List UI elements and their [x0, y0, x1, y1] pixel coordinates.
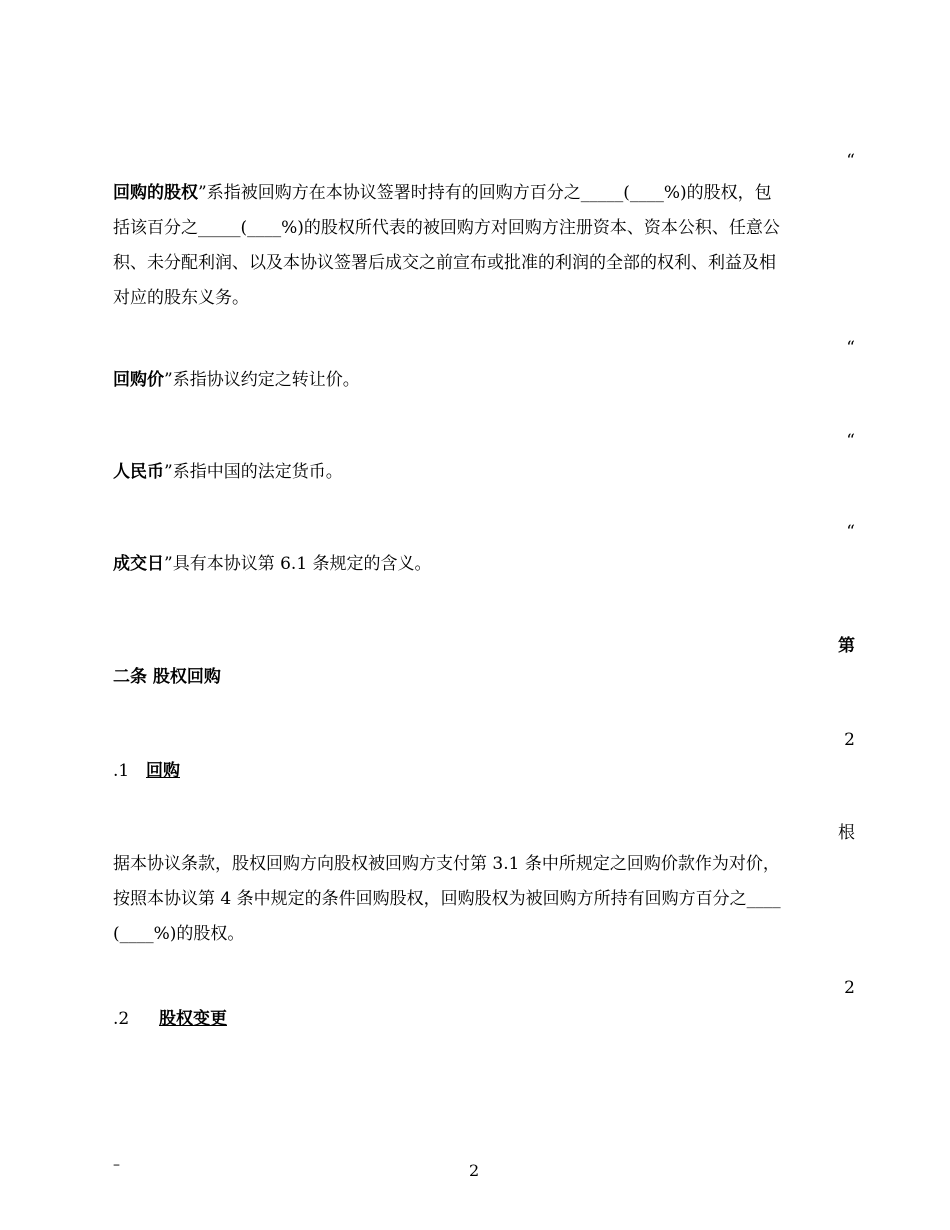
definition-4-line-1: ”具有本协议第 6.1 条规定的含义。 [164, 554, 432, 574]
section-2-1-line-2: 按照本协议第 4 条中规定的条件回购股权，回购股权为被回购方所持有回购方百分之____ [113, 889, 781, 909]
definition-4-open-quote: “ [846, 522, 855, 542]
definition-1-line-3: 积、未分配利润、以及本协议签署后成交之前宣布或批准的利润的全部的权利、利益及相 [113, 253, 776, 273]
definition-2-paragraph [113, 363, 843, 398]
section-2-1-line-1: 据本协议条款，股权回购方向股权被回购方支付第 3.1 条中所规定之回购价款作为对价， [113, 854, 780, 874]
definition-1-paragraph [113, 176, 843, 316]
definition-3-paragraph [113, 455, 843, 490]
definition-3-line-1: ”系指中国的法定货币。 [164, 462, 343, 482]
definition-3-open-quote: “ [846, 431, 855, 451]
footer-mark: – [113, 1157, 120, 1173]
definition-1-open-quote: “ [846, 151, 855, 171]
definition-2-term: 回购价 [113, 370, 164, 390]
definition-1-line-1: ”系指被回购方在本协议签署时持有的回购方百分之_____(____%)的股权，包 [198, 183, 772, 203]
page-number: 2 [469, 1161, 480, 1180]
definition-2-open-quote: “ [846, 338, 855, 358]
section-2-2-number-head: 2 [844, 978, 855, 998]
section-2-1-number-tail: .1 [113, 761, 130, 781]
definition-1-line-4: 对应的股东义务。 [113, 288, 249, 308]
section-2-1-line-3: (____%)的股权。 [113, 924, 245, 944]
section-2-2-title: 股权变更 [159, 1009, 227, 1029]
definition-4-term: 成交日 [113, 554, 164, 574]
section-2-1-title: 回购 [146, 761, 180, 781]
section-2-2-number-tail: .2 [113, 1009, 130, 1029]
section-2-1-paragraph [113, 847, 843, 952]
definition-1-line-2: 括该百分之_____(____%)的股权所代表的被回购方对回购方注册资本、资本公积、任意公 [113, 218, 780, 238]
article-2-title: 二条 股权回购 [113, 667, 221, 687]
definition-2-line-1: ”系指协议约定之转让价。 [164, 370, 360, 390]
section-2-1-para-head: 根 [838, 823, 855, 843]
definition-1-term: 回购的股权 [113, 183, 198, 203]
definition-3-term: 人民币 [113, 462, 164, 482]
section-2-1-number-head: 2 [844, 730, 855, 750]
definition-4-paragraph [113, 547, 843, 582]
article-2-prefix: 第 [838, 636, 855, 656]
